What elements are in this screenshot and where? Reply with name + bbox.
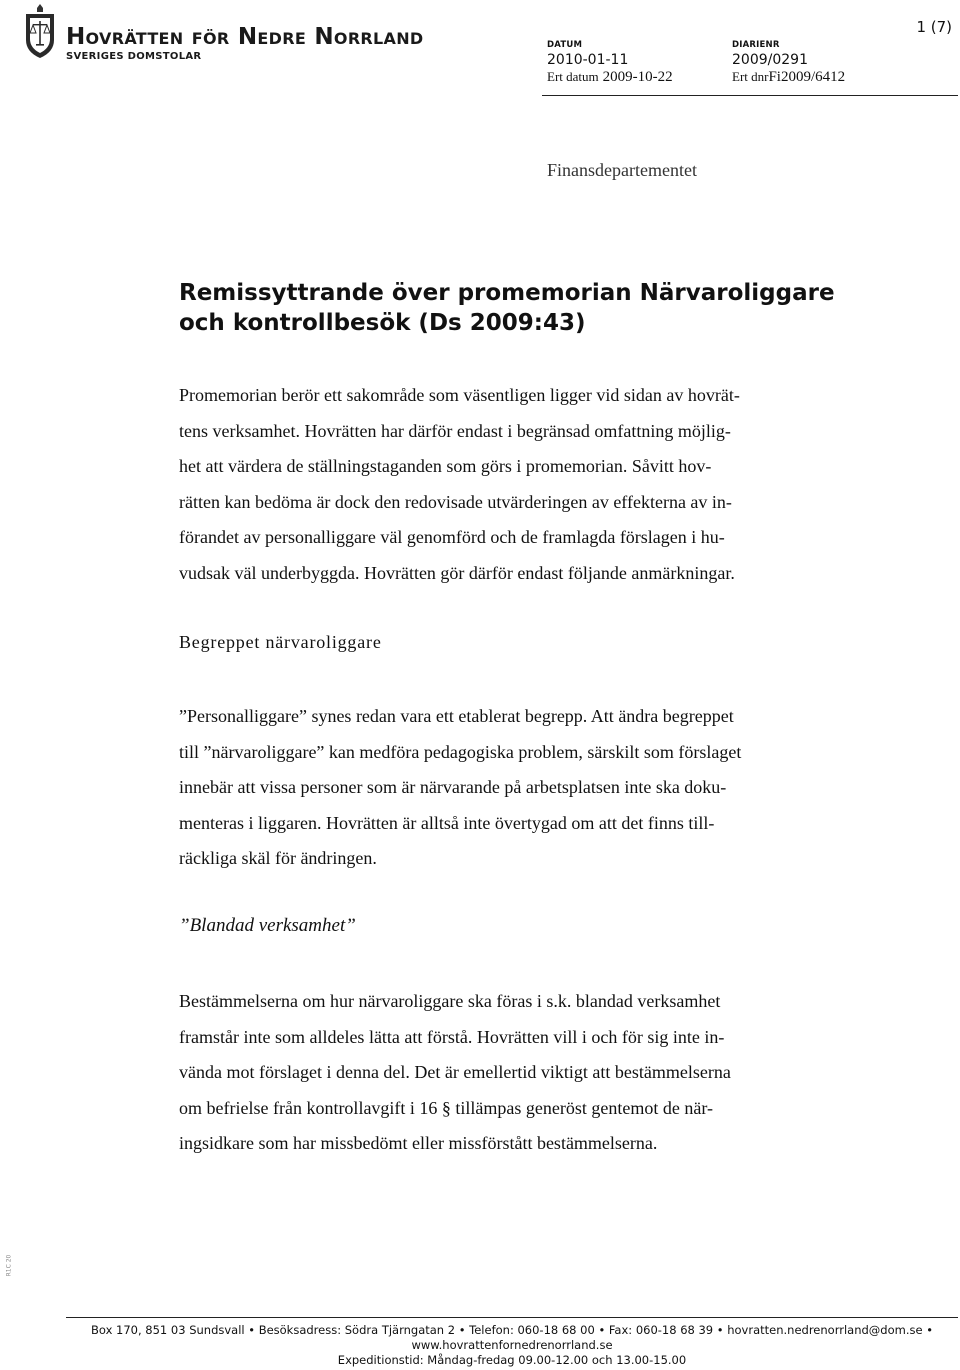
court-subtitle: SVERIGES DOMSTOLAR <box>66 51 202 62</box>
text-line: menteras i liggaren. Hovrätten är alltså inte övertygad om att det finns till- <box>179 812 715 833</box>
footer-divider <box>66 1317 958 1318</box>
your-reference-value: Fi2009/6412 <box>768 69 846 85</box>
date-label: DATUM <box>547 40 583 50</box>
text-line: ”Personalliggare” synes redan vara ett etablerat begrepp. Att ändra begreppet <box>179 706 734 726</box>
your-reference-label: Ert dnr <box>732 69 769 84</box>
paragraph-intro <box>179 378 815 591</box>
text-line: om befrielse från kontrollavgift i 16 § tillämpas generöst gentemot de när- <box>179 1097 713 1118</box>
footer-contact <box>66 1323 958 1368</box>
text-line: till ”närvaroliggare” kan medföra pedagogiska problem, särskilt som förslaget <box>179 741 742 762</box>
text-line: Promemorian berör ett sakområde som väsentligen ligger vid sidan av hovrät- <box>179 385 740 405</box>
section-heading-narvaroliggare: Begreppet närvaroliggare <box>179 632 382 652</box>
case-number-value: 2009/0291 <box>732 52 808 68</box>
your-date-value: 2009-10-22 <box>602 69 673 85</box>
text-line: innebär att vissa personer som är närvarande på arbetsplatsen inte ska doku- <box>179 777 727 797</box>
your-reference <box>732 68 845 86</box>
title-line-2: och kontrollbesök (Ds 2009:43) <box>179 310 586 336</box>
text-line: vudsak väl underbyggda. Hovrätten gör därför endast följande anmärkningar. <box>179 562 735 583</box>
section-heading-blandad-verksamhet: ”Blandad verksamhet” <box>179 915 356 936</box>
footer-website: www.hovrattenfornedrenorrland.se <box>411 1338 613 1352</box>
text-line: het att värdera de ställningstaganden som görs i promemorian. Såvitt hov- <box>179 456 712 476</box>
footer-address: Box 170, 851 03 Sundsvall • Besöksadress: Södra Tjärngatan 2 • Telefon: 060-18 68 00 • Fax: 060-18 68 39 • hovratten.nedrenorrland@dom.se • <box>91 1323 933 1337</box>
court-emblem-logo <box>20 2 60 64</box>
your-date-label: Ert datum <box>547 69 599 84</box>
paragraph-narvaroliggare <box>179 699 815 877</box>
text-line: vända mot förslaget i denna del. Det är emellertid viktigt att bestämmelserna <box>179 1062 731 1082</box>
header-divider <box>542 95 958 96</box>
your-date <box>547 68 673 86</box>
text-line: ingsidkare som har missbedömt eller missförstått bestämmelserna. <box>179 1133 658 1153</box>
paragraph-blandad-verksamhet <box>179 984 815 1162</box>
court-name: Hovrätten för Nedre Norrland <box>66 24 424 50</box>
page-number: 1 (7) <box>916 18 952 36</box>
text-line: rätten kan bedöma är dock den redovisade utvärderingen av effekterna av in- <box>179 491 732 512</box>
document-title <box>179 278 839 338</box>
date-value: 2010-01-11 <box>547 52 629 68</box>
text-line: tens verksamhet. Hovrätten har därför endast i begränsad omfattning möjlig- <box>179 420 731 441</box>
text-line: framstår inte som alldeles lätta att förstå. Hovrätten vill i och för sig inte in- <box>179 1026 725 1047</box>
footer-hours: Expeditionstid: Måndag-fredag 09.00-12.00 och 13.00-15.00 <box>337 1353 687 1367</box>
text-line: räckliga skäl för ändringen. <box>179 848 377 868</box>
case-number-label: DIARIENR <box>732 40 780 50</box>
form-code: R1C 20 <box>5 1254 13 1277</box>
text-line: Bestämmelserna om hur närvaroliggare ska föras i s.k. blandad verksamhet <box>179 991 721 1011</box>
recipient: Finansdepartementet <box>547 160 697 180</box>
text-line: förandet av personalliggare väl genomförd och de framlagda förslagen i hu- <box>179 527 725 547</box>
title-line-1: Remissyttrande över promemorian Närvaroliggare <box>179 280 835 306</box>
